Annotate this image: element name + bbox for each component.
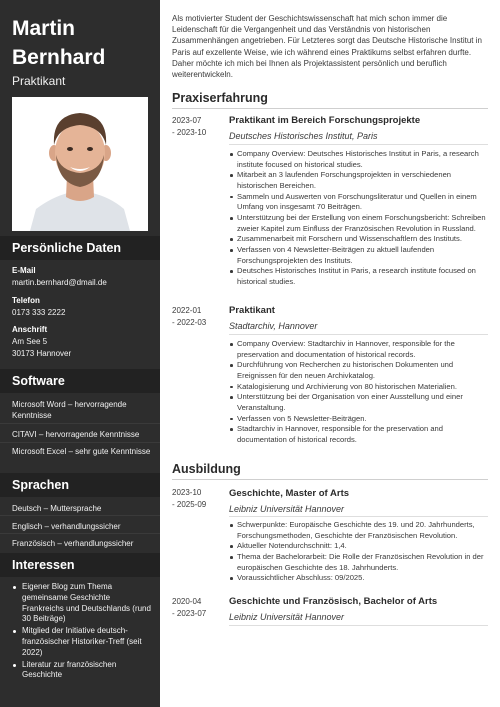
entry-bullets (229, 339, 488, 446)
entry-title: Geschichte und Französisch, Bachelor of Arts (229, 596, 438, 607)
candidate-title: Praktikant (12, 74, 66, 88)
interest-item: Mitglied der Initiative deutsch-französischer Historiker-Treff (seit 2022) (12, 626, 152, 658)
email-label: E-Mail (12, 266, 36, 275)
entry-title: Praktikant (229, 305, 275, 316)
entry-date: 2023-10 - 2025-09 (172, 488, 207, 509)
entry-divider (229, 334, 488, 335)
software-item: CITAVI – hervorragende Kenntnisse (12, 430, 140, 439)
entry-organization: Leibniz Universität Hannover (229, 612, 345, 622)
address-street: Am See 5 (12, 337, 48, 346)
bullet-item: Company Overview: Stadtarchiv in Hannover, responsible for the preservation and documentation of historical records. (229, 339, 488, 360)
language-item: Englisch – verhandlungssicher (12, 522, 121, 531)
interest-item: Eigener Blog zum Thema gemeinsame Geschichte Frankreichs und Deutschlands (rund 30 Beiträge) (12, 582, 152, 625)
bullet-item: Company Overview: Deutsches Historisches Institut in Paris, a research institute focused on historical studies. (229, 149, 488, 170)
entry-date: 2020-04 - 2023-07 (172, 597, 207, 618)
bullet-item: Durchführung von Recherchen zu historischen Dokumenten und Ereignissen für den neuen Archivkatalog. (229, 360, 488, 381)
software-heading: Software (0, 369, 160, 393)
entry-organization: Stadtarchiv, Hannover (229, 321, 318, 331)
address-city: 30173 Hannover (12, 349, 72, 358)
software-item: Microsoft Excel – sehr gute Kenntnisse (12, 447, 151, 456)
interests-heading: Interessen (0, 553, 160, 577)
divider (0, 533, 160, 534)
entry-bullets (229, 149, 488, 288)
bullet-item: Sammeln und Auswerten von Forschungsliteratur und Quellen in einem Umfang von insgesamt 70 Beiträgen. (229, 192, 488, 213)
bullet-item: Aktueller Notendurchschnitt: 1,4. (229, 541, 488, 552)
bullet-item: Schwerpunkte: Europäische Geschichte des 19. und 20. Jahrhunderts, Forschungsmethoden, Geschichte der Französischen Revolution. (229, 520, 488, 541)
bullet-item: Mitarbeit an 3 laufenden Forschungsprojekten in verschiedenen historischen Bereichen. (229, 170, 488, 191)
bullet-item: Unterstützung bei der Erstellung von einem Forschungsbericht: Schreiben zweier Kapitel zum Einfluss der Französischen Revolution in Russland. (229, 213, 488, 234)
interest-item: Literatur zur französischen Geschichte (12, 660, 152, 682)
language-item: Französisch – verhandlungssicher (12, 539, 134, 548)
bullet-item: Deutsches Historisches Institut in Paris, a research institute focused on historical studies. (229, 266, 488, 287)
section-divider (172, 108, 488, 109)
phone-value: 0173 333 2222 (12, 308, 66, 317)
address-label: Anschrift (12, 325, 48, 334)
software-item: Microsoft Word – hervorragende Kenntnisse (12, 400, 127, 421)
bullet-item: Unterstützung bei der Organisation von einer Ausstellung und einer Veranstaltung. (229, 392, 488, 413)
entry-bullets (229, 520, 488, 584)
profile-photo (12, 97, 148, 231)
entry-divider (229, 144, 488, 145)
entry-date: 2023-07 - 2023-10 (172, 116, 207, 137)
education-heading: Ausbildung (172, 462, 241, 476)
divider (0, 515, 160, 516)
phone-label: Telefon (12, 296, 40, 305)
entry-title: Praktikant im Bereich Forschungsprojekte (229, 115, 421, 126)
languages-heading: Sprachen (0, 473, 160, 497)
intro-text: Als motivierter Student der Geschichtswissenschaft hat mich schon immer die Leidenschaft für die Vergangenheit und das Verständnis von historischen Zusammenhängen angetrieben. Für Letzteres sorgt das Deutsche Historische Institut in Paris auf exzellente Weise, wie ich während eines Praktikums selbst erfahren durfte. Daher möchte ich mich bei Ihnen als Projektassistent persönlich und beruflich weiterentwickeln. (172, 14, 482, 80)
bullet-item: Verfassen von 5 Newsletter-Beiträgen. (229, 414, 488, 425)
bullet-item: Voraussichtlicher Abschluss: 09/2025. (229, 573, 488, 584)
bullet-item: Verfassen von 4 Newsletter-Beiträgen zu aktuell laufenden Forschungsprojekten des Instituts. (229, 245, 488, 266)
experience-heading: Praxiserfahrung (172, 91, 268, 105)
email-value[interactable]: martin.bernhard@dmail.de (12, 278, 107, 287)
section-divider (172, 479, 488, 480)
entry-divider (229, 625, 488, 626)
divider (0, 423, 160, 424)
bullet-item: Zusammenarbeit mit Forschern und Wissenschaftlern des Instituts. (229, 234, 488, 245)
candidate-name: Martin Bernhard (12, 17, 106, 69)
interests-list (12, 582, 152, 682)
bullet-item: Stadtarchiv in Hannover, responsible for the preservation and documentation of historical records. (229, 424, 488, 445)
entry-organization: Deutsches Historisches Institut, Paris (229, 131, 378, 141)
bullet-item: Thema der Bachelorarbeit: Die Rolle der Französischen Revolution in der europäischen Geschichte des 18. Jahrhunderts. (229, 552, 488, 573)
entry-title: Geschichte, Master of Arts (229, 488, 350, 499)
bullet-item: Katalogisierung und Archivierung von 80 historischen Materialien. (229, 382, 488, 393)
entry-organization: Leibniz Universität Hannover (229, 504, 345, 514)
language-item: Deutsch – Muttersprache (12, 504, 102, 513)
divider (0, 442, 160, 443)
personal-data-heading: Persönliche Daten (0, 236, 160, 260)
sidebar (0, 0, 160, 707)
entry-date: 2022-01 - 2022-03 (172, 306, 207, 327)
entry-divider (229, 516, 488, 517)
